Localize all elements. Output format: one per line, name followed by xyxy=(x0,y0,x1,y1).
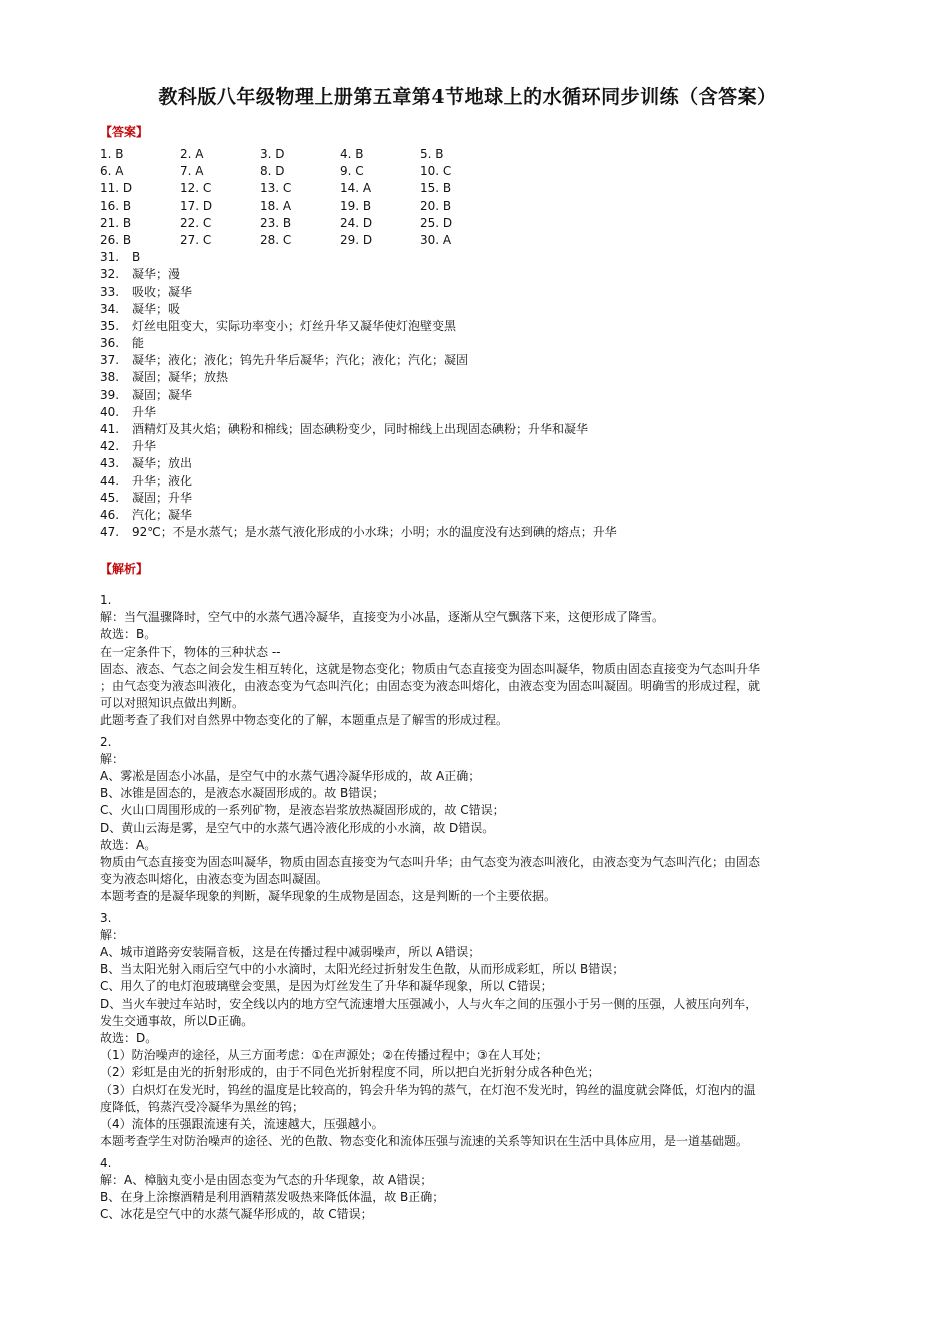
answer-cell: 12. C xyxy=(180,181,212,196)
answer-cell: 21. B xyxy=(100,215,132,230)
explanation-line: C、用久了的电灯泡玻璃壁会变黑，是因为灯丝发生了升华和凝华现象，所以 C错误； xyxy=(100,979,553,994)
answer-number: 40. xyxy=(100,404,120,419)
explanation-line: A、雾凇是固态小冰晶，是空气中的水蒸气遇冷凝华形成的，故 A正确； xyxy=(100,769,481,784)
answer-number: 45. xyxy=(100,490,120,505)
answer-number: 31. xyxy=(100,250,120,265)
answer-number: 32. xyxy=(100,267,120,282)
explanation-line: 故选：B。 xyxy=(100,627,157,642)
explanation-block xyxy=(100,1155,840,1224)
answer-cell: 20. B xyxy=(420,198,452,213)
answer-cell: 6. A xyxy=(100,164,124,179)
answer-text: 92℃；不是水蒸气；是水蒸气液化形成的小水珠；小明；水的温度没有达到碘的熔点；升华 xyxy=(132,525,617,540)
explanation-line: 解： xyxy=(100,927,125,942)
explanation-line: 发生交通事故，所以D正确。 xyxy=(100,1013,254,1028)
answers-list xyxy=(100,146,840,541)
answer-cell: 28. C xyxy=(260,232,292,247)
document-title: 教科版八年级物理上册第五章第4节地球上的水循环同步训练（含答案） xyxy=(158,86,777,108)
explanation-line: 解： xyxy=(100,751,125,766)
explanation-line: （4）流体的压强跟流速有关，流速越大，压强越小。 xyxy=(100,1117,384,1132)
answer-line xyxy=(100,524,840,541)
answer-line xyxy=(100,335,840,352)
answer-line xyxy=(100,249,840,266)
answer-text: 凝华；吸 xyxy=(132,301,181,316)
answer-number: 37. xyxy=(100,353,120,368)
answer-line xyxy=(100,369,840,386)
answer-cell: 5. B xyxy=(420,147,444,161)
answer-cell: 29. D xyxy=(340,232,373,247)
explanation-block xyxy=(100,910,840,1151)
answer-text: 凝固；升华 xyxy=(132,490,193,505)
answer-line xyxy=(100,352,840,369)
answer-text: 凝华；放出 xyxy=(132,456,193,471)
answer-cell: 15. B xyxy=(420,181,452,196)
explanation-line: 变为液态叫熔化，由液态变为固态叫凝固。 xyxy=(100,872,329,887)
answer-number: 38. xyxy=(100,370,120,385)
answer-cell: 11. D xyxy=(100,181,133,196)
answer-row xyxy=(100,215,840,232)
answer-row xyxy=(100,180,840,197)
explanation-line: D、当火车驶过车站时，安全线以内的地方空气流速增大压强减小，人与火车之间的压强小于另一侧的压强，人被压向列车， xyxy=(100,996,758,1011)
answer-cell: 1. B xyxy=(100,147,124,161)
answer-line xyxy=(100,473,840,490)
answer-line xyxy=(100,301,840,318)
answer-cell: 27. C xyxy=(180,232,212,247)
answer-cell: 18. A xyxy=(260,198,292,213)
answer-cell: 14. A xyxy=(340,181,372,196)
answer-number: 46. xyxy=(100,507,120,522)
answers-section-label: 【答案】 xyxy=(100,125,149,139)
explanation-block xyxy=(100,734,840,906)
answer-line xyxy=(100,455,840,472)
answer-text: 凝固；凝华 xyxy=(132,387,193,402)
explanation-line: ；由气态变为液态叫液化，由液态变为气态叫汽化；由固态变为液态叫熔化，由液态变为固态叫凝固。明确雪的形成过程，就 xyxy=(100,679,761,694)
answer-row xyxy=(100,198,840,215)
answer-number: 33. xyxy=(100,284,120,299)
answer-cell: 19. B xyxy=(340,198,372,213)
answer-line xyxy=(100,404,840,421)
explanation-number: 1. xyxy=(100,593,112,607)
answer-number: 44. xyxy=(100,473,120,488)
answer-cell: 7. A xyxy=(180,164,204,179)
explanation-line: （2）彩虹是由光的折射形成的，由于不同色光折射程度不同，所以把白光折射分成各种色光； xyxy=(100,1065,600,1080)
answer-cell: 17. D xyxy=(180,198,213,213)
answer-text: 吸收；凝华 xyxy=(132,284,193,299)
answer-text: 汽化；凝华 xyxy=(132,507,193,522)
answer-cell: 3. D xyxy=(260,147,285,161)
explanation-block xyxy=(100,592,840,730)
answer-cell: 25. D xyxy=(420,215,453,230)
answer-cell: 9. C xyxy=(340,164,364,179)
answer-cell: 22. C xyxy=(180,215,212,230)
explanation-line: 本题考查学生对防治噪声的途径、光的色散、物态变化和流体压强与流速的关系等知识在生活中具体应用，是一道基础题。 xyxy=(100,1134,749,1149)
answer-text: 凝固；凝华；放热 xyxy=(132,370,229,385)
answer-row xyxy=(100,232,840,249)
explanation-line: 物质由气态直接变为固态叫凝华，物质由固态直接变为气态叫升华；由气态变为液态叫液化，由液态变为气态叫汽化；由固态 xyxy=(100,855,761,870)
answer-cell: 13. C xyxy=(260,181,292,196)
explanation-number: 4. xyxy=(100,1155,112,1170)
answer-line xyxy=(100,507,840,524)
answer-text: B xyxy=(132,250,141,265)
answer-line xyxy=(100,318,840,335)
answer-cell: 2. A xyxy=(180,147,204,161)
answer-number: 42. xyxy=(100,439,120,454)
answer-text: 灯丝电阻变大，实际功率变小；灯丝升华又凝华使灯泡壁变黑 xyxy=(132,318,457,333)
answer-cell: 24. D xyxy=(340,215,373,230)
answer-number: 39. xyxy=(100,387,120,402)
answer-text: 升华 xyxy=(132,439,157,454)
explanation-line: 可以对照知识点做出判断。 xyxy=(100,696,245,711)
explanation-number: 3. xyxy=(100,910,112,925)
explanation-line: 固态、液态、气态之间会发生相互转化，这就是物态变化；物质由气态直接变为固态叫凝华，物质由固态直接变为气态叫升华 xyxy=(100,661,761,676)
explanation-line: B、当太阳光射入雨后空气中的小水滴时，太阳光经过折射发生色散，从而形成彩虹，所以 B错误； xyxy=(100,962,625,977)
explanations-list xyxy=(100,592,840,1227)
answer-number: 35. xyxy=(100,318,120,333)
answer-text: 能 xyxy=(132,336,145,351)
answer-text: 升华 xyxy=(132,404,157,419)
answer-row xyxy=(100,163,840,180)
explanation-line: C、冰花是空气中的水蒸气凝华形成的，故 C错误； xyxy=(100,1207,373,1222)
explanation-line: 在一定条件下，物体的三种状态 -- xyxy=(100,644,281,659)
answer-cell: 30. A xyxy=(420,232,452,247)
answer-line xyxy=(100,266,840,283)
explanation-line: （3）白炽灯在发光时，钨丝的温度是比较高的，钨会升华为钨的蒸气，在灯泡不发光时，钨丝的温度就会降低，灯泡内的温 xyxy=(100,1082,756,1097)
explanation-line: （1）防治噪声的途径，从三方面考虑：①在声源处；②在传播过程中；③在人耳处； xyxy=(100,1048,548,1063)
answer-cell: 8. D xyxy=(260,164,285,179)
answer-line xyxy=(100,438,840,455)
answer-cell: 4. B xyxy=(340,147,364,161)
answer-number: 36. xyxy=(100,336,120,351)
answer-text: 升华；液化 xyxy=(132,473,193,488)
answer-number: 34. xyxy=(100,301,120,316)
answer-line xyxy=(100,421,840,438)
answer-line xyxy=(100,284,840,301)
explanation-number: 2. xyxy=(100,734,112,749)
answer-number: 41. xyxy=(100,422,120,436)
explanation-line: 此题考查了我们对自然界中物态变化的了解，本题重点是了解雪的形成过程。 xyxy=(100,713,509,728)
explanation-line: 故选：D。 xyxy=(100,1031,158,1046)
explanation-line: B、在身上涂擦酒精是利用酒精蒸发吸热来降低体温，故 B正确； xyxy=(100,1189,445,1204)
answer-number: 47. xyxy=(100,525,120,540)
answer-number: 43. xyxy=(100,456,120,471)
answer-line xyxy=(100,387,840,404)
explanation-line: D、黄山云海是雾，是空气中的水蒸气遇冷液化形成的小水滴，故 D错误。 xyxy=(100,820,495,835)
answer-text: 酒精灯及其火焰；碘粉和棉线；固态碘粉变少，同时棉线上出现固态碘粉；升华和凝华 xyxy=(132,422,589,436)
answer-cell: 10. C xyxy=(420,164,452,179)
explanation-line: 故选：A。 xyxy=(100,837,157,852)
explanation-line: A、城市道路旁安装隔音板，这是在传播过程中减弱噪声，所以 A错误； xyxy=(100,945,481,960)
explanation-line: C、火山口周围形成的一系列矿物，是液态岩浆放热凝固形成的，故 C错误； xyxy=(100,803,505,818)
explanation-line: 度降低，钨蒸汽受冷凝华为黑丝的钨； xyxy=(100,1099,305,1114)
explanation-line: 解：A、樟脑丸变小是由固态变为气态的升华现象，故 A错误； xyxy=(100,1172,433,1187)
answer-row xyxy=(100,146,840,163)
answer-cell: 16. B xyxy=(100,198,132,213)
explanation-line: B、冰锥是固态的，是液态水凝固形成的。故 B错误； xyxy=(100,786,385,801)
explanation-line: 解：当气温骤降时，空气中的水蒸气遇冷凝华，直接变为小冰晶，逐渐从空气飘落下来，这便形成了降雪。 xyxy=(100,610,665,625)
answer-cell: 26. B xyxy=(100,232,132,247)
explanation-line: 本题考查的是凝华现象的判断，凝华现象的生成物是固态，这是判断的一个主要依据。 xyxy=(100,889,557,904)
answer-cell: 23. B xyxy=(260,215,292,230)
answer-text: 凝华；漫 xyxy=(132,267,181,282)
answer-text: 凝华；液化；液化；钨先升华后凝华；汽化；液化；汽化；凝固 xyxy=(132,353,469,368)
answer-line xyxy=(100,490,840,507)
explanations-section-label: 【解析】 xyxy=(100,562,149,576)
